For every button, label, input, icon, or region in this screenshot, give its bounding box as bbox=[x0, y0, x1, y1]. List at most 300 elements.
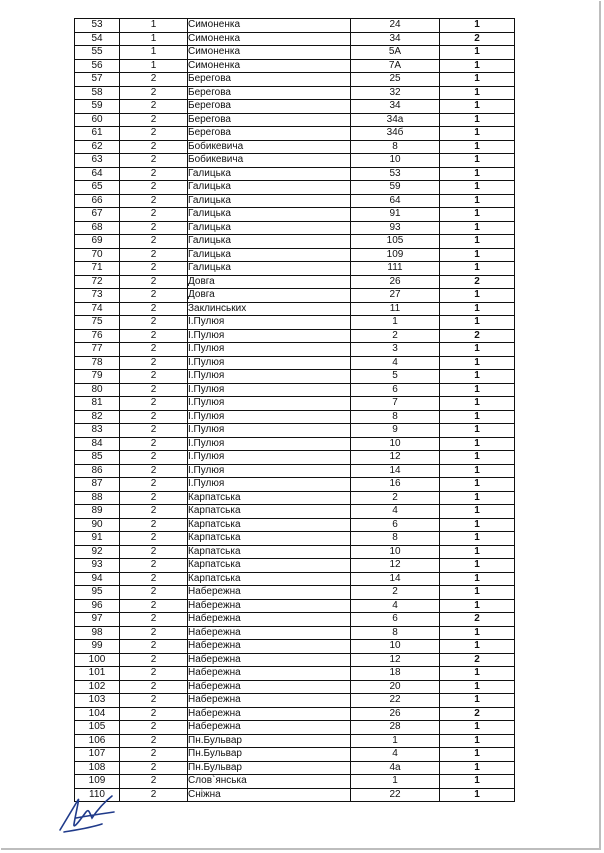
count-value: 1 bbox=[440, 775, 515, 789]
row-number: 57 bbox=[75, 73, 120, 87]
count-value: 1 bbox=[440, 640, 515, 654]
street-name: І.Пулюя bbox=[188, 424, 351, 438]
count-value: 1 bbox=[440, 518, 515, 532]
section-number: 2 bbox=[120, 235, 188, 249]
row-number: 95 bbox=[75, 586, 120, 600]
count-value: 1 bbox=[440, 221, 515, 235]
section-number: 2 bbox=[120, 127, 188, 141]
house-number: 1 bbox=[351, 775, 440, 789]
section-number: 2 bbox=[120, 302, 188, 316]
street-name: І.Пулюя bbox=[188, 370, 351, 384]
street-name: Набережна bbox=[188, 694, 351, 708]
row-number: 68 bbox=[75, 221, 120, 235]
row-number: 86 bbox=[75, 464, 120, 478]
table-row bbox=[75, 532, 515, 546]
row-number: 54 bbox=[75, 32, 120, 46]
row-number: 64 bbox=[75, 167, 120, 181]
section-number: 2 bbox=[120, 707, 188, 721]
house-number: 16 bbox=[351, 478, 440, 492]
section-number: 2 bbox=[120, 410, 188, 424]
house-number: 12 bbox=[351, 559, 440, 573]
count-value: 2 bbox=[440, 707, 515, 721]
table-row bbox=[75, 383, 515, 397]
row-number: 61 bbox=[75, 127, 120, 141]
street-name: Симоненка bbox=[188, 32, 351, 46]
count-value: 1 bbox=[440, 302, 515, 316]
street-name: Набережна bbox=[188, 640, 351, 654]
count-value: 1 bbox=[440, 289, 515, 303]
table-row bbox=[75, 451, 515, 465]
count-value: 1 bbox=[440, 46, 515, 60]
house-number: 4 bbox=[351, 599, 440, 613]
house-number: 9 bbox=[351, 424, 440, 438]
signature-mark bbox=[56, 790, 126, 836]
section-number: 2 bbox=[120, 464, 188, 478]
section-number: 2 bbox=[120, 275, 188, 289]
section-number: 2 bbox=[120, 424, 188, 438]
street-name: Берегова bbox=[188, 73, 351, 87]
house-number: 1 bbox=[351, 316, 440, 330]
section-number: 2 bbox=[120, 208, 188, 222]
count-value: 1 bbox=[440, 19, 515, 33]
row-number: 106 bbox=[75, 734, 120, 748]
house-number: 5А bbox=[351, 46, 440, 60]
table-row bbox=[75, 734, 515, 748]
house-number: 10 bbox=[351, 154, 440, 168]
section-number: 2 bbox=[120, 316, 188, 330]
table-row bbox=[75, 100, 515, 114]
house-number: 34а bbox=[351, 113, 440, 127]
count-value: 1 bbox=[440, 572, 515, 586]
table-row bbox=[75, 694, 515, 708]
house-number: 6 bbox=[351, 613, 440, 627]
section-number: 2 bbox=[120, 572, 188, 586]
row-number: 74 bbox=[75, 302, 120, 316]
row-number: 69 bbox=[75, 235, 120, 249]
table-row bbox=[75, 667, 515, 681]
street-name: Набережна bbox=[188, 586, 351, 600]
count-value: 1 bbox=[440, 505, 515, 519]
house-number: 6 bbox=[351, 383, 440, 397]
house-number: 25 bbox=[351, 73, 440, 87]
table-row bbox=[75, 707, 515, 721]
count-value: 1 bbox=[440, 761, 515, 775]
house-number: 4а bbox=[351, 761, 440, 775]
count-value: 1 bbox=[440, 464, 515, 478]
table-row bbox=[75, 275, 515, 289]
row-number: 87 bbox=[75, 478, 120, 492]
street-name: Галицька bbox=[188, 248, 351, 262]
row-number: 60 bbox=[75, 113, 120, 127]
table-row bbox=[75, 748, 515, 762]
street-name: Набережна bbox=[188, 626, 351, 640]
house-number: 6 bbox=[351, 518, 440, 532]
section-number: 2 bbox=[120, 221, 188, 235]
section-number: 2 bbox=[120, 289, 188, 303]
table-row bbox=[75, 788, 515, 802]
house-number: 2 bbox=[351, 329, 440, 343]
row-number: 88 bbox=[75, 491, 120, 505]
section-number: 2 bbox=[120, 356, 188, 370]
table-row bbox=[75, 86, 515, 100]
section-number: 2 bbox=[120, 518, 188, 532]
house-number: 26 bbox=[351, 707, 440, 721]
house-number: 34б bbox=[351, 127, 440, 141]
section-number: 2 bbox=[120, 599, 188, 613]
street-name: Карпатська bbox=[188, 532, 351, 546]
count-value: 1 bbox=[440, 73, 515, 87]
table-row bbox=[75, 113, 515, 127]
count-value: 1 bbox=[440, 788, 515, 802]
house-number: 109 bbox=[351, 248, 440, 262]
section-number: 2 bbox=[120, 667, 188, 681]
house-number: 24 bbox=[351, 19, 440, 33]
row-number: 109 bbox=[75, 775, 120, 789]
table-row bbox=[75, 59, 515, 73]
count-value: 1 bbox=[440, 383, 515, 397]
house-number: 91 bbox=[351, 208, 440, 222]
row-number: 72 bbox=[75, 275, 120, 289]
count-value: 1 bbox=[440, 694, 515, 708]
house-number: 10 bbox=[351, 545, 440, 559]
row-number: 78 bbox=[75, 356, 120, 370]
row-number: 79 bbox=[75, 370, 120, 384]
street-name: Довга bbox=[188, 289, 351, 303]
street-name: Карпатська bbox=[188, 505, 351, 519]
section-number: 2 bbox=[120, 626, 188, 640]
street-name: Галицька bbox=[188, 181, 351, 195]
table-row bbox=[75, 761, 515, 775]
table-row bbox=[75, 424, 515, 438]
house-number: 8 bbox=[351, 626, 440, 640]
count-value: 2 bbox=[440, 32, 515, 46]
house-number: 8 bbox=[351, 410, 440, 424]
section-number: 2 bbox=[120, 437, 188, 451]
row-number: 97 bbox=[75, 613, 120, 627]
table-row bbox=[75, 46, 515, 60]
street-name: Набережна bbox=[188, 613, 351, 627]
house-number: 2 bbox=[351, 586, 440, 600]
count-value: 1 bbox=[440, 235, 515, 249]
street-name: Карпатська bbox=[188, 518, 351, 532]
street-name: Галицька bbox=[188, 262, 351, 276]
house-number: 34 bbox=[351, 100, 440, 114]
row-number: 59 bbox=[75, 100, 120, 114]
table-row bbox=[75, 464, 515, 478]
count-value: 2 bbox=[440, 275, 515, 289]
table-row bbox=[75, 572, 515, 586]
row-number: 101 bbox=[75, 667, 120, 681]
section-number: 2 bbox=[120, 383, 188, 397]
house-number: 8 bbox=[351, 140, 440, 154]
section-number: 2 bbox=[120, 788, 188, 802]
house-number: 18 bbox=[351, 667, 440, 681]
street-name: І.Пулюя bbox=[188, 343, 351, 357]
section-number: 2 bbox=[120, 694, 188, 708]
row-number: 91 bbox=[75, 532, 120, 546]
street-name: Набережна bbox=[188, 707, 351, 721]
section-number: 2 bbox=[120, 73, 188, 87]
table-row bbox=[75, 316, 515, 330]
street-name: Набережна bbox=[188, 667, 351, 681]
row-number: 93 bbox=[75, 559, 120, 573]
table-row bbox=[75, 289, 515, 303]
row-number: 70 bbox=[75, 248, 120, 262]
count-value: 1 bbox=[440, 424, 515, 438]
table-row bbox=[75, 505, 515, 519]
street-name: І.Пулюя bbox=[188, 478, 351, 492]
house-number: 59 bbox=[351, 181, 440, 195]
street-name: Пн.Бульвар bbox=[188, 761, 351, 775]
count-value: 1 bbox=[440, 86, 515, 100]
house-number: 4 bbox=[351, 505, 440, 519]
count-value: 1 bbox=[440, 532, 515, 546]
house-number: 34 bbox=[351, 32, 440, 46]
table-row bbox=[75, 613, 515, 627]
street-name: Берегова bbox=[188, 127, 351, 141]
street-name: Заклинських bbox=[188, 302, 351, 316]
count-value: 1 bbox=[440, 734, 515, 748]
street-name: Галицька bbox=[188, 235, 351, 249]
house-number: 11 bbox=[351, 302, 440, 316]
section-number: 2 bbox=[120, 248, 188, 262]
table-row bbox=[75, 775, 515, 789]
table-row bbox=[75, 32, 515, 46]
row-number: 96 bbox=[75, 599, 120, 613]
row-number: 55 bbox=[75, 46, 120, 60]
table-row bbox=[75, 329, 515, 343]
count-value: 1 bbox=[440, 343, 515, 357]
street-name: І.Пулюя bbox=[188, 329, 351, 343]
count-value: 1 bbox=[440, 748, 515, 762]
house-number: 10 bbox=[351, 640, 440, 654]
street-name: Пн.Бульвар bbox=[188, 734, 351, 748]
table-row bbox=[75, 640, 515, 654]
section-number: 2 bbox=[120, 532, 188, 546]
house-number: 64 bbox=[351, 194, 440, 208]
table-row bbox=[75, 221, 515, 235]
section-number: 2 bbox=[120, 478, 188, 492]
count-value: 1 bbox=[440, 451, 515, 465]
count-value: 1 bbox=[440, 59, 515, 73]
house-number: 27 bbox=[351, 289, 440, 303]
house-number: 28 bbox=[351, 721, 440, 735]
section-number: 2 bbox=[120, 100, 188, 114]
count-value: 1 bbox=[440, 397, 515, 411]
row-number: 104 bbox=[75, 707, 120, 721]
table-row bbox=[75, 721, 515, 735]
table-row bbox=[75, 653, 515, 667]
house-number: 111 bbox=[351, 262, 440, 276]
section-number: 1 bbox=[120, 46, 188, 60]
table-row bbox=[75, 478, 515, 492]
row-number: 63 bbox=[75, 154, 120, 168]
row-number: 67 bbox=[75, 208, 120, 222]
table-row bbox=[75, 127, 515, 141]
section-number: 2 bbox=[120, 491, 188, 505]
row-number: 90 bbox=[75, 518, 120, 532]
table-row bbox=[75, 181, 515, 195]
street-name: І.Пулюя bbox=[188, 397, 351, 411]
row-number: 56 bbox=[75, 59, 120, 73]
address-table bbox=[74, 18, 515, 802]
street-name: Галицька bbox=[188, 221, 351, 235]
house-number: 22 bbox=[351, 694, 440, 708]
count-value: 1 bbox=[440, 545, 515, 559]
row-number: 89 bbox=[75, 505, 120, 519]
street-name: Карпатська bbox=[188, 572, 351, 586]
table-row bbox=[75, 356, 515, 370]
street-name: Симоненка bbox=[188, 59, 351, 73]
street-name: Бобикевича bbox=[188, 154, 351, 168]
section-number: 2 bbox=[120, 140, 188, 154]
table-row bbox=[75, 437, 515, 451]
row-number: 82 bbox=[75, 410, 120, 424]
count-value: 1 bbox=[440, 100, 515, 114]
count-value: 1 bbox=[440, 194, 515, 208]
row-number: 92 bbox=[75, 545, 120, 559]
section-number: 2 bbox=[120, 680, 188, 694]
table-row bbox=[75, 73, 515, 87]
count-value: 1 bbox=[440, 140, 515, 154]
street-name: Берегова bbox=[188, 100, 351, 114]
table-row bbox=[75, 626, 515, 640]
table-row bbox=[75, 235, 515, 249]
table-row bbox=[75, 370, 515, 384]
row-number: 76 bbox=[75, 329, 120, 343]
count-value: 1 bbox=[440, 599, 515, 613]
house-number: 14 bbox=[351, 464, 440, 478]
street-name: Галицька bbox=[188, 194, 351, 208]
house-number: 10 bbox=[351, 437, 440, 451]
count-value: 2 bbox=[440, 613, 515, 627]
table-row bbox=[75, 397, 515, 411]
row-number: 58 bbox=[75, 86, 120, 100]
count-value: 2 bbox=[440, 653, 515, 667]
count-value: 1 bbox=[440, 491, 515, 505]
street-name: Слов`янська bbox=[188, 775, 351, 789]
street-name: Пн.Бульвар bbox=[188, 748, 351, 762]
house-number: 53 bbox=[351, 167, 440, 181]
section-number: 1 bbox=[120, 32, 188, 46]
table-row bbox=[75, 599, 515, 613]
count-value: 1 bbox=[440, 113, 515, 127]
table-row bbox=[75, 262, 515, 276]
address-table-body bbox=[75, 19, 515, 802]
count-value: 1 bbox=[440, 167, 515, 181]
street-name: І.Пулюя bbox=[188, 356, 351, 370]
street-name: Берегова bbox=[188, 113, 351, 127]
section-number: 1 bbox=[120, 59, 188, 73]
table-row bbox=[75, 19, 515, 33]
street-name: Набережна bbox=[188, 653, 351, 667]
street-name: І.Пулюя bbox=[188, 464, 351, 478]
section-number: 2 bbox=[120, 640, 188, 654]
house-number: 5 bbox=[351, 370, 440, 384]
house-number: 7А bbox=[351, 59, 440, 73]
street-name: Набережна bbox=[188, 680, 351, 694]
count-value: 1 bbox=[440, 437, 515, 451]
count-value: 1 bbox=[440, 127, 515, 141]
count-value: 1 bbox=[440, 262, 515, 276]
street-name: Галицька bbox=[188, 208, 351, 222]
section-number: 2 bbox=[120, 329, 188, 343]
house-number: 1 bbox=[351, 734, 440, 748]
street-name: Берегова bbox=[188, 86, 351, 100]
count-value: 1 bbox=[440, 667, 515, 681]
section-number: 2 bbox=[120, 761, 188, 775]
section-number: 2 bbox=[120, 721, 188, 735]
section-number: 2 bbox=[120, 653, 188, 667]
house-number: 3 bbox=[351, 343, 440, 357]
house-number: 7 bbox=[351, 397, 440, 411]
house-number: 4 bbox=[351, 356, 440, 370]
section-number: 2 bbox=[120, 194, 188, 208]
count-value: 1 bbox=[440, 154, 515, 168]
row-number: 83 bbox=[75, 424, 120, 438]
section-number: 2 bbox=[120, 262, 188, 276]
street-name: Карпатська bbox=[188, 559, 351, 573]
street-name: Сніжна bbox=[188, 788, 351, 802]
street-name: І.Пулюя bbox=[188, 316, 351, 330]
house-number: 8 bbox=[351, 532, 440, 546]
row-number: 102 bbox=[75, 680, 120, 694]
section-number: 2 bbox=[120, 181, 188, 195]
row-number: 105 bbox=[75, 721, 120, 735]
count-value: 1 bbox=[440, 316, 515, 330]
house-number: 20 bbox=[351, 680, 440, 694]
section-number: 2 bbox=[120, 370, 188, 384]
table-row bbox=[75, 194, 515, 208]
house-number: 105 bbox=[351, 235, 440, 249]
row-number: 73 bbox=[75, 289, 120, 303]
street-name: І.Пулюя bbox=[188, 437, 351, 451]
table-row bbox=[75, 140, 515, 154]
house-number: 12 bbox=[351, 653, 440, 667]
street-name: Набережна bbox=[188, 721, 351, 735]
table-row bbox=[75, 302, 515, 316]
section-number: 2 bbox=[120, 586, 188, 600]
table-row bbox=[75, 559, 515, 573]
street-name: Симоненка bbox=[188, 46, 351, 60]
count-value: 1 bbox=[440, 721, 515, 735]
row-number: 98 bbox=[75, 626, 120, 640]
row-number: 103 bbox=[75, 694, 120, 708]
house-number: 12 bbox=[351, 451, 440, 465]
street-name: Набережна bbox=[188, 599, 351, 613]
table-row bbox=[75, 154, 515, 168]
count-value: 1 bbox=[440, 356, 515, 370]
count-value: 1 bbox=[440, 626, 515, 640]
street-name: І.Пулюя bbox=[188, 410, 351, 424]
section-number: 2 bbox=[120, 775, 188, 789]
house-number: 22 bbox=[351, 788, 440, 802]
row-number: 53 bbox=[75, 19, 120, 33]
row-number: 65 bbox=[75, 181, 120, 195]
row-number: 85 bbox=[75, 451, 120, 465]
section-number: 2 bbox=[120, 154, 188, 168]
row-number: 99 bbox=[75, 640, 120, 654]
section-number: 2 bbox=[120, 451, 188, 465]
count-value: 1 bbox=[440, 559, 515, 573]
count-value: 2 bbox=[440, 329, 515, 343]
table-row bbox=[75, 586, 515, 600]
row-number: 66 bbox=[75, 194, 120, 208]
count-value: 1 bbox=[440, 586, 515, 600]
table-row bbox=[75, 410, 515, 424]
street-name: Бобикевича bbox=[188, 140, 351, 154]
row-number: 75 bbox=[75, 316, 120, 330]
